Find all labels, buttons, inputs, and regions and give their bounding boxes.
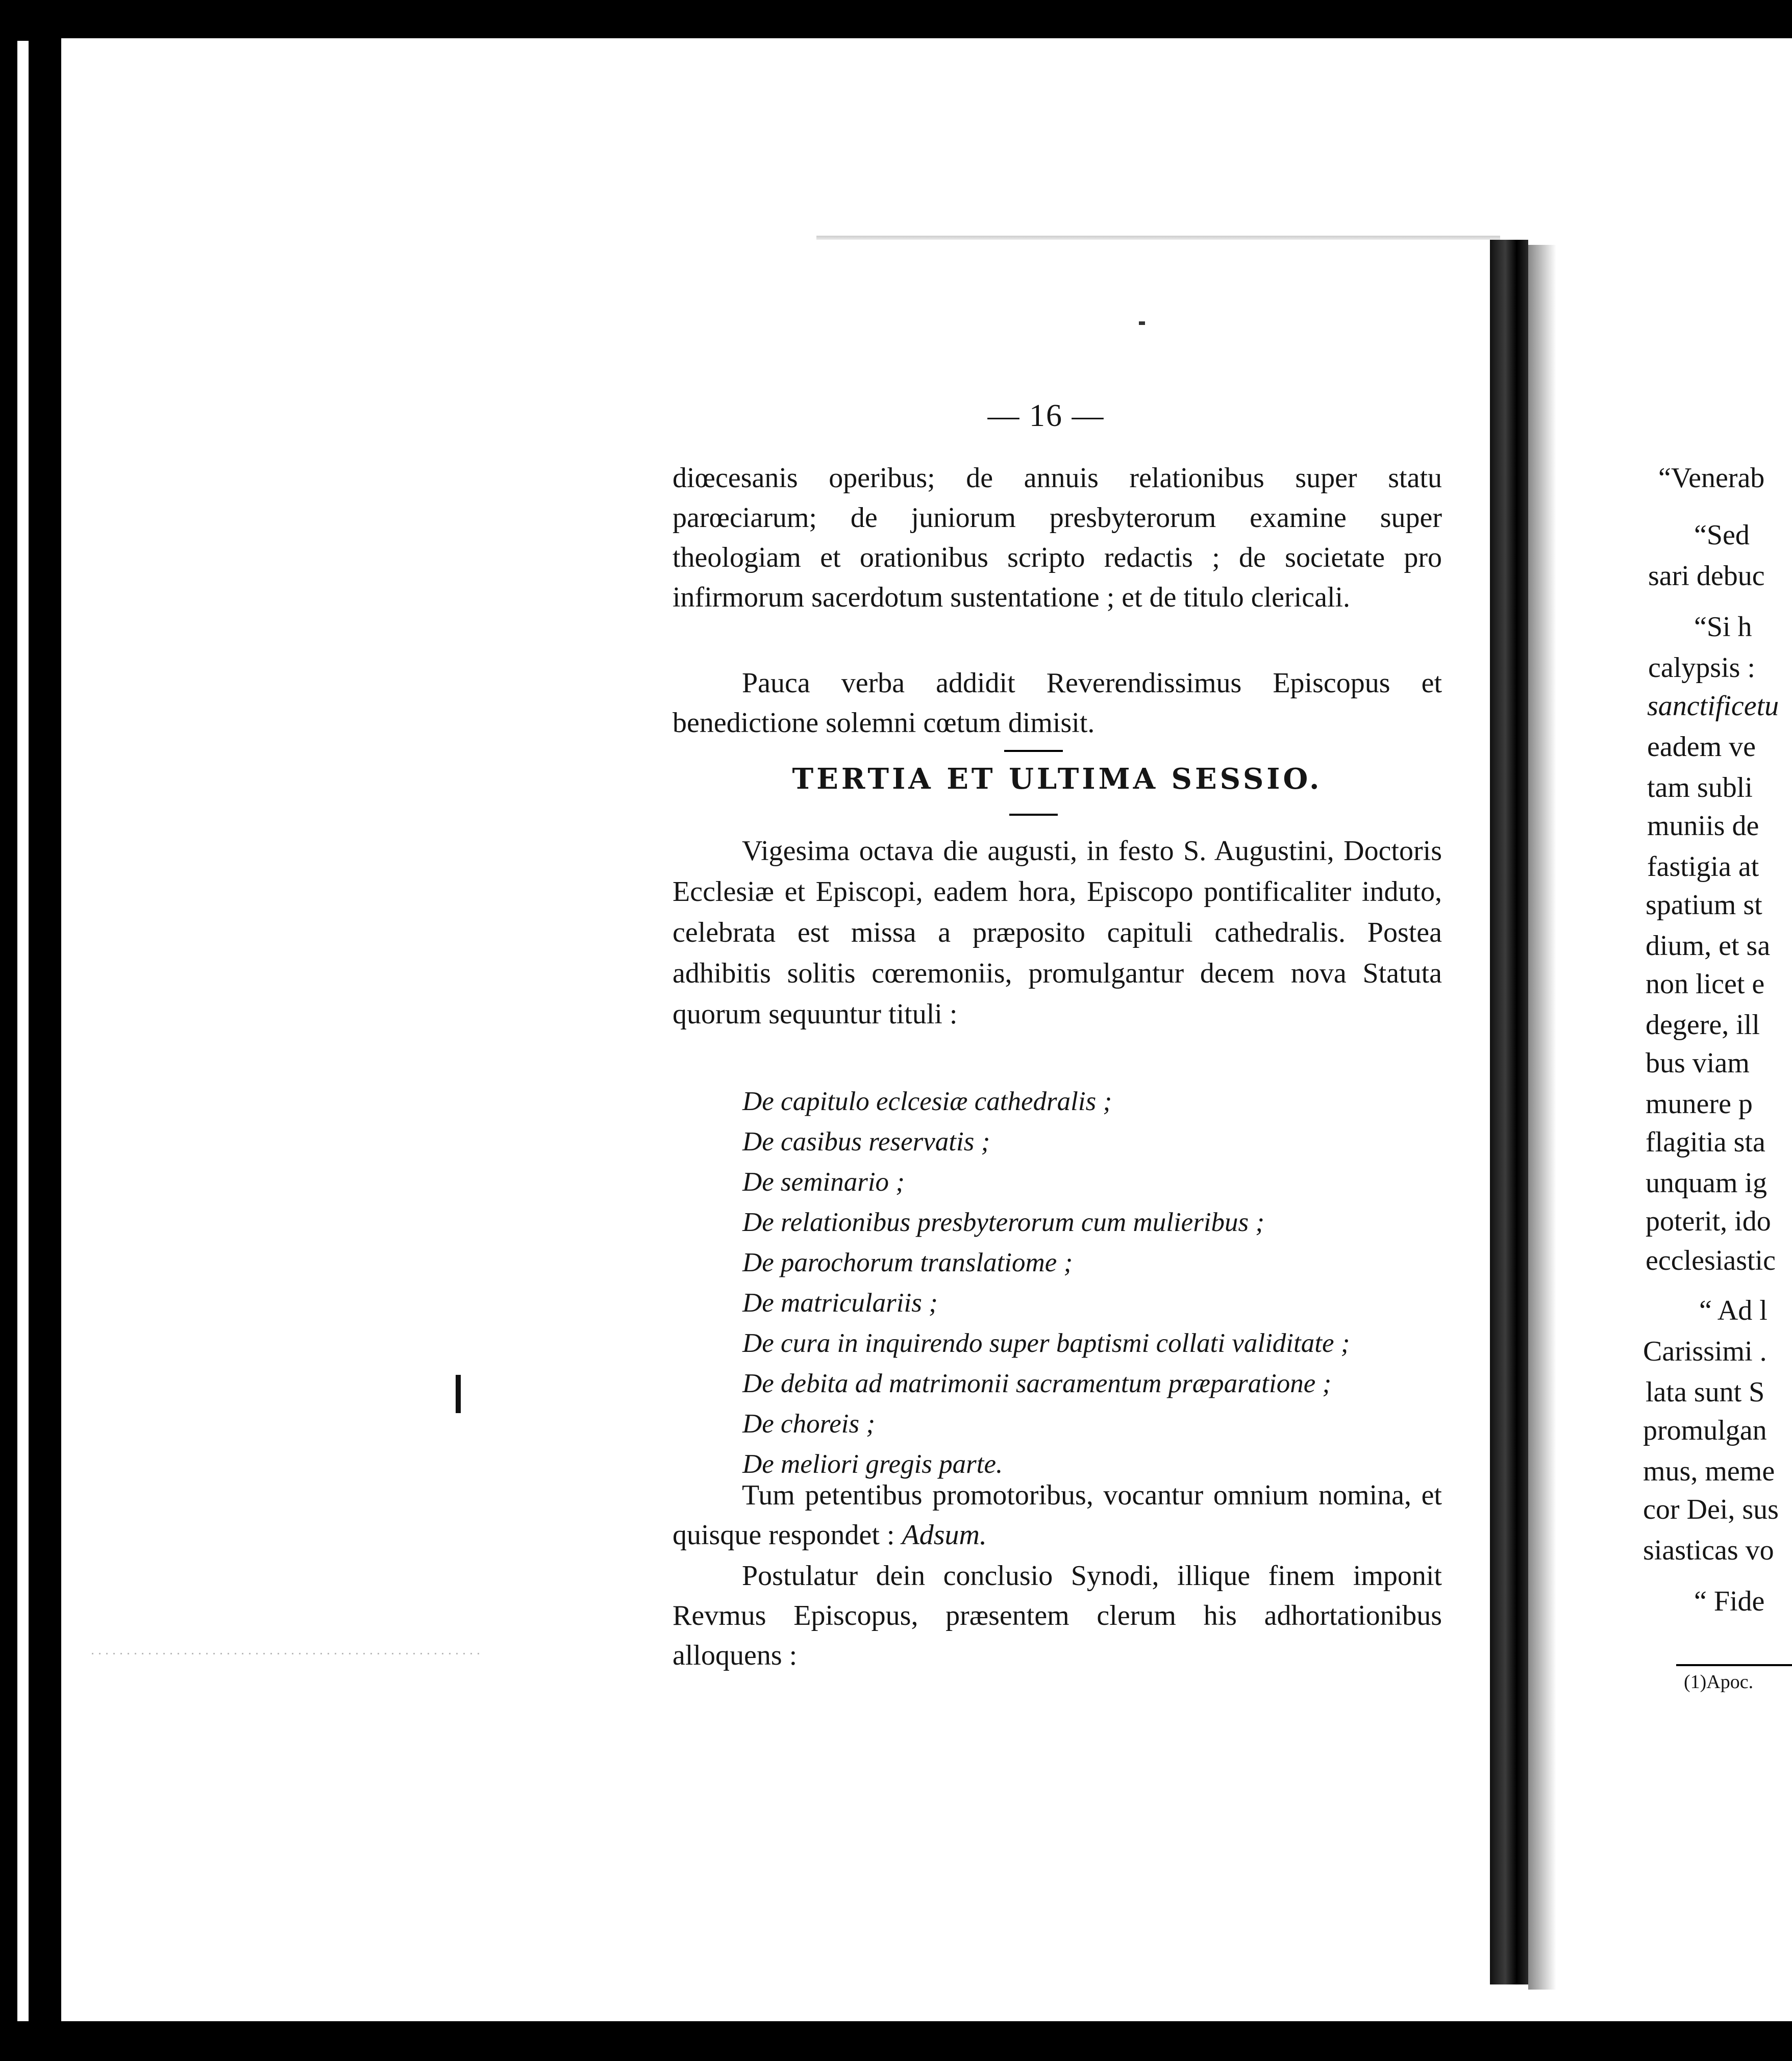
right-page-line: bus viam [1646, 1047, 1750, 1079]
statute-item: De meliori gregis parte. [742, 1449, 1003, 1479]
heading-rule-bottom [1009, 814, 1058, 816]
section-heading: TERTIA ET ULTIMA SESSIO. [792, 762, 1323, 796]
right-page-line: degere, ill [1646, 1009, 1760, 1041]
right-page-line: sanctificetu [1647, 690, 1779, 722]
book-spine [1490, 240, 1528, 1984]
heading-rule-top [1004, 750, 1063, 752]
scan-border-gap [17, 41, 29, 2030]
right-page-line: siasticas vo [1643, 1535, 1774, 1566]
statute-item: De relationibus presbyterorum cum mulieribus ; [742, 1208, 1265, 1237]
paragraph-1: diœcesanis operibus; de annuis relationibus super statu parœciarum; de juniorum presbyterorum examine super theologiam et orationibus scripto redactis ; de societate pro infirmorum sacerdotum sustentatione ; et de titulo clericali. [673, 462, 1442, 613]
paragraph-4 [673, 1475, 1442, 1555]
statute-item: De debita ad matrimonii sacramentum præparatione ; [742, 1369, 1332, 1398]
statute-item: De capitulo eclcesiæ cathedralis ; [742, 1087, 1112, 1116]
right-page-line: ecclesiastic [1646, 1245, 1776, 1276]
right-page-line: “ Fide [1694, 1586, 1765, 1617]
right-page-line: mus, meme [1643, 1455, 1775, 1487]
paragraph-4-text: Tum petentibus promotoribus, vocantur omnium nomina, et quisque respondet : [673, 1479, 1442, 1551]
book-top-edge [816, 236, 1500, 240]
book-spine-shadow [1528, 245, 1556, 1990]
right-page-line: spatium st [1646, 889, 1762, 921]
scan-artifact-dot [1139, 321, 1145, 325]
statute-item: De parochorum translatiome ; [742, 1248, 1073, 1277]
statute-item: De choreis ; [742, 1409, 876, 1439]
statute-item: De casibus reservatis ; [742, 1127, 990, 1157]
right-page-line: fastigia at [1647, 851, 1759, 883]
scan-artifact-mark [456, 1375, 461, 1413]
statutes-list [742, 1082, 1457, 1485]
right-page-line: sari debuc [1648, 560, 1765, 592]
right-page-line: lata sunt S [1646, 1376, 1765, 1408]
right-page-line: poterit, ido [1646, 1205, 1771, 1237]
right-page-line: “Sed [1694, 519, 1750, 551]
paragraph-2: Pauca verba addidit Reverendissimus Episcopus et benedictione solemni cœtum dimisit. [673, 667, 1442, 739]
right-page-line: eadem ve [1647, 731, 1756, 763]
right-page-line: flagitia sta [1646, 1126, 1765, 1158]
right-page-line: Carissimi . [1643, 1336, 1767, 1367]
scan-artifact-dust [92, 1653, 480, 1654]
right-page-line: calypsis : [1648, 652, 1755, 684]
paragraph-4-response: Adsum. [902, 1519, 987, 1551]
right-page-line: tam subli [1647, 772, 1753, 803]
statute-item: De cura in inquirendo super baptismi collati validitate ; [742, 1328, 1350, 1358]
statute-item: De matriculariis ; [742, 1288, 938, 1318]
right-page-line: promulgan [1643, 1415, 1767, 1446]
right-page-line: cor Dei, sus [1643, 1494, 1779, 1525]
right-page-line: “Venerab [1658, 462, 1765, 494]
scan-border-bottom [0, 2021, 1792, 2061]
statute-item: De seminario ; [742, 1167, 905, 1197]
right-page-line: munere p [1646, 1088, 1753, 1120]
right-page-line: “ Ad l [1699, 1295, 1768, 1326]
paragraph-3: Vigesima octava die augusti, in festo S. Augustini, Doctoris Ecclesiæ et Episcopi, eadem hora, Episcopo pontificaliter induto, celebrata est missa a præposito capituli cathedralis. Postea adhibitis solitis cœremoniis, promulgantur decem nova Statuta quorum sequuntur tituli : [673, 835, 1442, 1030]
scan-border-left [0, 0, 61, 2061]
right-page-line: dium, et sa [1646, 930, 1771, 962]
footnote-rule [1676, 1664, 1792, 1666]
right-page-line: unquam ig [1646, 1167, 1767, 1199]
right-page-line: non licet e [1646, 968, 1765, 1000]
footnote: (1)Apoc. [1684, 1671, 1754, 1693]
right-page-line: “Si h [1694, 611, 1752, 643]
page-number: — 16 — [987, 398, 1105, 433]
right-page-line: muniis de [1647, 810, 1759, 842]
paragraph-5: Postulatur dein conclusio Synodi, illique finem imponit Revmus Episcopus, præsentem clerum his adhortationibus alloquens : [673, 1560, 1442, 1671]
scan-border-top [0, 0, 1792, 38]
